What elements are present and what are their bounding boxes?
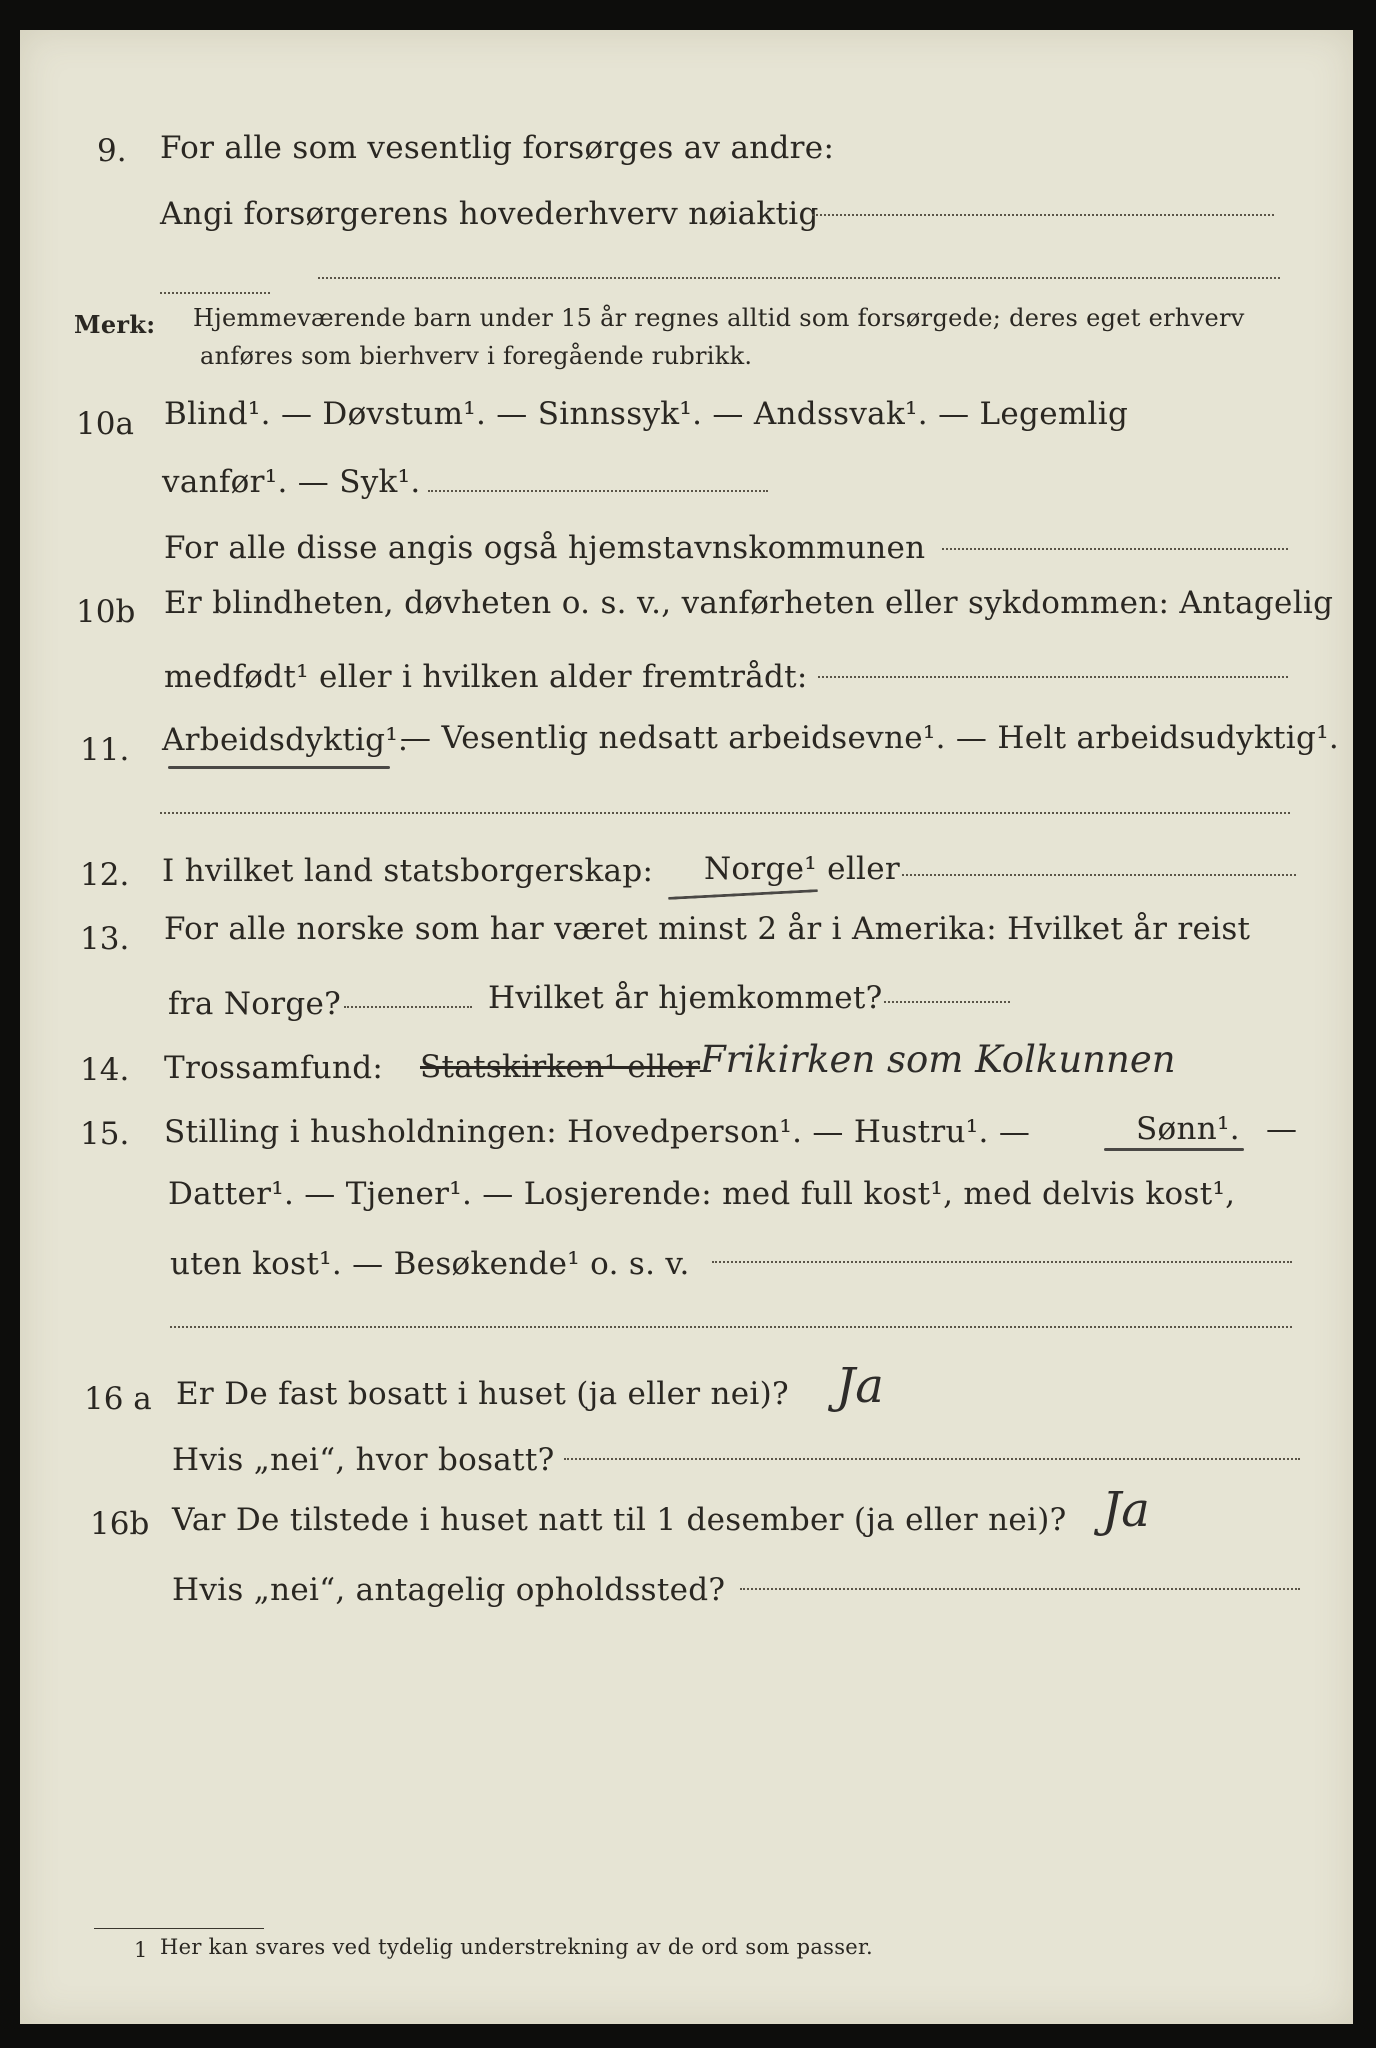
footnote-mark: 1 [134,1938,148,1962]
q9-number: 9. [97,133,127,169]
q16b-whereabouts-label: Hvis „nei“, antagelig opholdssted? [172,1572,726,1608]
q16a-residence-field[interactable] [564,1458,1300,1460]
q15-handwritten-underline [1104,1148,1244,1151]
q10b-number: 10b [76,594,136,630]
q15-other-field[interactable] [712,1261,1292,1263]
q12-country-field[interactable] [902,874,1296,876]
q11-extra-field[interactable] [160,812,1290,814]
q16a-number: 16 a [84,1381,152,1417]
q10a-home-municipality-label: For alle disse angis også hjemstavnskommunen [164,530,926,566]
q16a-residence-label: Hvis „nei“, hvor bosatt? [172,1442,555,1478]
q13-left-year-field[interactable] [344,1006,472,1008]
q9-occupation-field[interactable] [812,214,1274,216]
q14-handwritten-answer: Frikirken som Kolkunnen [700,1038,1176,1081]
q10a-illness-field[interactable] [428,490,768,492]
q11-number: 11. [80,732,130,768]
q15-option-son: Sønn¹. [1136,1111,1240,1147]
q11-other-options: — Vesentlig nedsatt arbeidsevne¹. — Helt arbeidsudyktig¹. [400,720,1340,756]
footnote-text: Her kan svares ved tydelig understrekning av de ord som passer. [160,1935,874,1959]
q11-handwritten-underline [168,766,390,769]
q16b-handwritten-answer: Ja [1102,1482,1150,1538]
q12-number: 12. [80,857,130,893]
q10a-number: 10a [76,406,134,442]
q9-extra-field-a[interactable] [160,292,270,294]
q15-number: 15. [80,1116,130,1152]
q13-number: 13. [80,921,130,957]
q9-extra-field-b[interactable] [318,277,1280,279]
q13-returned-year-field[interactable] [884,1001,1010,1003]
q16b-number: 16b [90,1506,150,1542]
q9-question: For alle som vesentlig forsørges av andre: [160,130,835,166]
q14-struck-option: Statskirken¹ eller [420,1049,701,1085]
q15-extra-field[interactable] [170,1326,1292,1328]
q11-option-able: Arbeidsdyktig¹. [162,722,409,758]
q15-dash: — [1266,1111,1298,1147]
note-text-line1: Hjemmeværende barn under 15 år regnes alltid som forsørgede; deres eget erhverv [193,304,1245,332]
q10a-conditions: Blind¹. — Døvstum¹. — Sinnssyk¹. — Andssvak¹. — Legemlig [164,396,1129,432]
q16a-question: Er De fast bosatt i huset (ja eller nei)? [176,1376,789,1412]
q16a-handwritten-answer: Ja [836,1358,884,1414]
q14-number: 14. [80,1052,130,1088]
q13-left-norway-label: fra Norge? [168,986,342,1022]
q9-occupation-label: Angi forsørgerens hovederhverv nøiaktig [160,196,819,232]
footnote-rule [94,1928,264,1929]
q13-question: For alle norske som har været minst 2 år i Amerika: Hvilket år reist [164,911,1251,947]
q16b-whereabouts-field[interactable] [740,1588,1300,1590]
q12-question: I hvilket land statsborgerskap: [162,853,654,889]
q16b-question: Var De tilstede i huset natt til 1 desember (ja eller nei)? [172,1502,1067,1538]
q10b-question: Er blindheten, døvheten o. s. v., vanførheten eller sykdommen: Antagelig [164,585,1334,621]
note-label: Merk: [74,310,156,339]
q12-answer-print: Norge¹ eller [704,851,901,887]
q15-household-options-end: uten kost¹. — Besøkende¹ o. s. v. [170,1246,690,1282]
q10b-onset-field[interactable] [818,676,1288,678]
q15-household-options: Stilling i husholdningen: Hovedperson¹. — Hustru¹. — [164,1114,1031,1150]
q13-returned-label: Hvilket år hjemkommet? [488,980,883,1016]
q10a-home-municipality-field[interactable] [942,548,1288,550]
q10b-onset-label: medfødt¹ eller i hvilken alder fremtrådt: [164,659,808,695]
q10a-conditions-cont: vanfør¹. — Syk¹. [162,464,421,500]
q14-label: Trossamfund: [164,1050,384,1086]
note-text-line2: anføres som bierhverv i foregående rubrikk. [200,342,753,370]
q15-household-options-cont: Datter¹. — Tjener¹. — Losjerende: med full kost¹, med delvis kost¹, [168,1176,1236,1212]
